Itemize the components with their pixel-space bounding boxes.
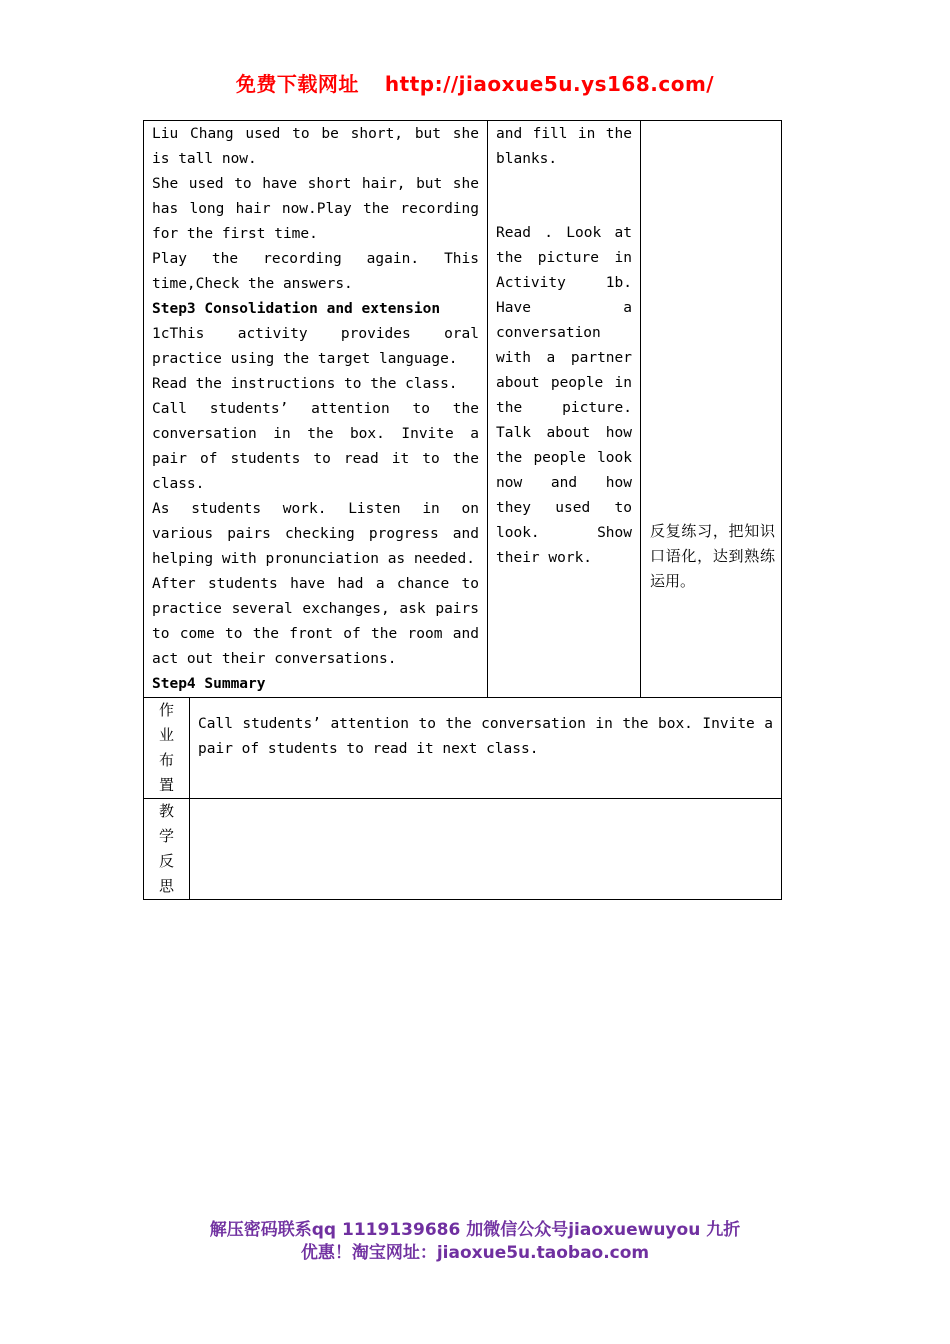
reflection-label-cell xyxy=(144,799,190,900)
homework-content-cell xyxy=(190,698,782,799)
homework-label-cell xyxy=(144,698,190,799)
student-activity-bottom: Read . Look at the picture in Activity 1b. Have a conversation with a partner about people in the picture. Talk about how the people look now and how they used to look. Show their work. xyxy=(496,225,632,566)
teacher-activity-paragraph: Read the instructions to the class. xyxy=(152,376,458,392)
footer-line-1: 解压密码联系qq 1119139686 加微信公众号jiaoxuewuyou 九折 xyxy=(209,1220,741,1240)
step-heading: Step3 Consolidation and extension xyxy=(152,301,441,317)
step-heading: Step4 Summary xyxy=(152,676,266,692)
design-intent-note: 反复练习，把知识口语化，达到熟练运用。 xyxy=(650,522,775,590)
student-activity-top: and fill in the blanks. xyxy=(496,126,632,167)
header-url[interactable]: http://jiaoxue5u.ys168.com/ xyxy=(384,72,715,96)
page-header xyxy=(0,68,950,97)
page-footer xyxy=(0,1219,950,1265)
teacher-activity-paragraph: Play the recording again. This time,Check the answers. xyxy=(152,251,479,292)
teacher-activity-paragraph: As students work. Listen in on various pairs checking progress and helping with pronunciation as needed. xyxy=(152,501,479,567)
homework-content: Call students’ attention to the conversation in the box. Invite a pair of students to read it next class. xyxy=(198,715,773,757)
teacher-activity-paragraph: 1cThis activity provides oral practice using the target language. xyxy=(152,326,479,367)
homework-label: 作 业 布 置 xyxy=(158,701,174,794)
teacher-activity-paragraph: Liu Chang used to be short, but she is tall now. xyxy=(152,126,479,167)
table-row-procedure xyxy=(144,121,782,698)
table-row-homework xyxy=(144,698,782,799)
header-title-cn: 免费下载网址 xyxy=(235,72,359,96)
teacher-activity-paragraph: After students have had a chance to practice several exchanges, ask pairs to come to the front of the room and act out their conversations. xyxy=(152,576,479,667)
teacher-activity-paragraph: Call students’ attention to the conversation in the box. Invite a pair of students to read it to the class. xyxy=(152,401,479,492)
lesson-plan-table xyxy=(143,120,782,900)
teacher-activity-cell xyxy=(144,121,488,698)
design-intent-cell xyxy=(641,121,782,698)
reflection-label: 教 学 反 思 xyxy=(158,802,174,895)
reflection-content-cell xyxy=(190,799,782,900)
footer-line-2: 优惠！淘宝网址：jiaoxue5u.taobao.com xyxy=(300,1243,650,1263)
table-row-reflection xyxy=(144,799,782,900)
student-activity-cell xyxy=(488,121,641,698)
teacher-activity-paragraph: She used to have short hair, but she has long hair now.Play the recording for the first time. xyxy=(152,176,479,242)
teacher-activity-text xyxy=(144,121,487,697)
